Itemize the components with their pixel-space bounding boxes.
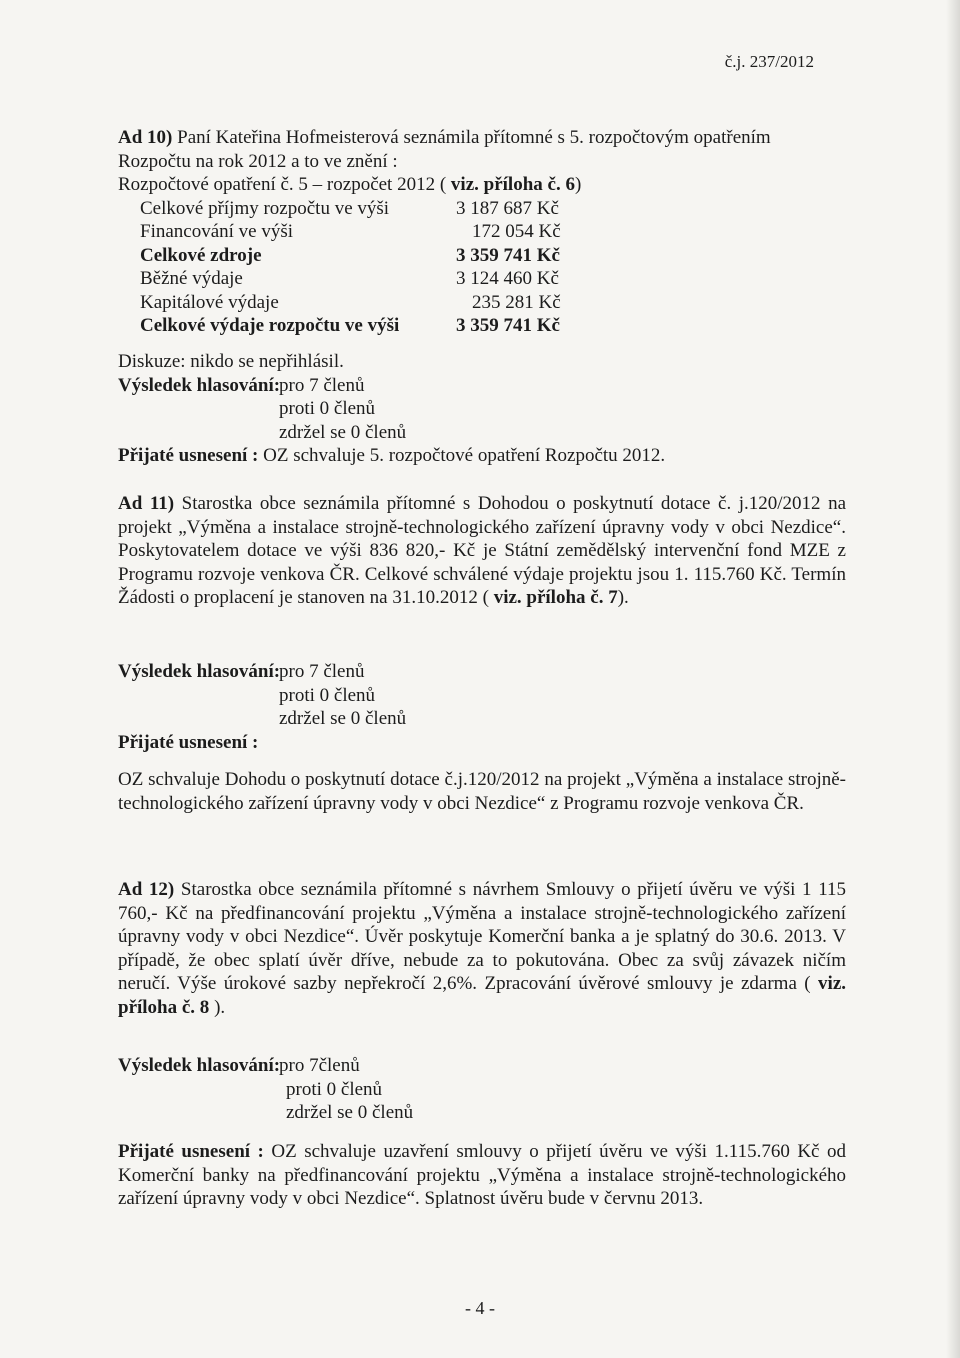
section-ad10 <box>118 126 771 338</box>
ad10-discussion: Diskuze: nikdo se nepřihlásil. <box>118 351 344 372</box>
page-number: - 4 - <box>465 1298 495 1318</box>
ad10-line3: Rozpočtové opatření č. 5 – rozpočet 2012 ( viz. příloha č. 6) <box>118 174 582 195</box>
resolution-label: Přijaté usnesení : <box>118 731 259 753</box>
budget-table <box>118 197 771 338</box>
document-page: č.j. 237/2012 Ad 10) Paní Kateřina Hofmeisterová seznámila přítomné s 5. rozpočtovým opatřením Rozpočtu na rok 2012 a to ve znění : Rozpočtové opatření č. 5 – rozpočet 2012 ( viz. příloha č. 6) Celkové příjmy rozpočtu ve výši 3 187 687 Kč Financování ve výši 172 054 Kč Celkové zdroje 3 359 741 Kč Běžné výdaje 3 124 460 Kč Kapitálové výdaje 235 281 Kč Celkové výdaje rozpočtu ve výši 3 359 741 Kč Diskuze: nikdo se nepřihlásil. Výsledek hlasování: pro 7 členů proti 0 členů zdržel se 0 členů Přijaté usnesení : OZ schvaluje 5. rozpočtové opatření Rozpočtu 2012. Ad 11) Starostka obce seznámila přítomné s Dohodou o poskytnutí dotace č. j.120/2012 na projekt „Výměna a instalace strojně-technologického zařízení úpravny vody v obci Nezdice“. Poskytovatelem dotace ve výši 836 820,- Kč je Státní zemědělský intervenční fond MZE z Programu rozvoje venkova ČR. Celkové schválené výdaje projektu jsou 1. 115.760 Kč. Termín Žádosti o proplacení je stanoven na 31.10.2012 ( viz. příloha č. 7). Výsledek hlasování: pro 7 členů proti 0 členů zdržel se 0 členů Přijaté usnesení : OZ schvaluje Dohodu o poskytnutí dotace č.j.120/2012 na projekt „Výměna a instalace strojně-technologického zařízení úpravny vody v obci Nezdice“ z Programu rozvoje venkova ČR. Ad 12) Starostka obce seznámila přítomné s návrhem Smlouvy o přijetí úvěru ve výši 1 115 760,- Kč na předfinancování projektu „Výměna a instalace strojně-technologického zařízení úpravny vody v obci Nezdice“. Úvěr poskytuje Komerční banka a je splatný do 30.6. 2013. V případě, že obec splatí úvěr dříve, nebude za to pokutována. Obec za svůj závazek ničím neručí. Výše úrokové sazby nepřekročí 2,6%. Zpracování úvěrové smlouvy je zdarma ( viz. příloha č. 8 ). Výsledek hlasování: pro 7členů proti 0 členů zdržel se 0 členů Přijaté usnesení : OZ schvaluje uzavření smlouvy o přijetí úvěru ve výši 1.115.760 Kč od Komerční banky na předfinancování projektu „Výměna a instalace strojně-technologického zařízení úpravny vody v obci Nezdice“. Splatnost úvěru bude v červnu 2013. - 4 - <box>0 0 960 1358</box>
budget-row: Celkové příjmy rozpočtu ve výši 3 187 687 Kč <box>140 197 559 219</box>
vote-label: Výsledek hlasování: <box>118 1055 281 1076</box>
budget-row: Financování ve výši 172 054 Kč <box>140 221 561 242</box>
section-ad12: Ad 12) Starostka obce seznámila přítomné s návrhem Smlouvy o přijetí úvěru ve výši 1 115 760,- Kč na předfinancování projektu „Výměna a instalace strojně-technologického zařízení úpravny vody v obci Nezdice“. Úvěr poskytuje Komerční banka a je splatný do 30.6. 2013. V případě, že obec splatí úvěr dříve, nebude za to pokutována. Obec za svůj závazek ničím neručí. Výše úrokové sazby nepřekročí 2,6%. Zpracování úvěrové smlouvy je zdarma ( viz. příloha č. 8 ). <box>118 879 847 1018</box>
budget-row: Celkové zdroje 3 359 741 Kč <box>140 244 560 266</box>
section-ad11: Ad 11) Starostka obce seznámila přítomné s Dohodou o poskytnutí dotace č. j.120/2012 na projekt „Výměna a instalace strojně-technologického zařízení úpravny vody v obci Nezdice“. Poskytovatelem dotace ve výši 836 820,- Kč je Státní zemědělský intervenční fond MZE z Programu rozvoje venkova ČR. Celkové schválené výdaje projektu jsou 1. 115.760 Kč. Termín Žádosti o proplacení je stanoven na 31.10.2012 ( viz. příloha č. 7). <box>118 493 846 608</box>
ad11-vote: Výsledek hlasování: pro 7 členů proti 0 členů zdržel se 0 členů Přijaté usnesení : <box>118 661 407 753</box>
ad10-resolution: Přijaté usnesení : OZ schvaluje 5. rozpočtové opatření Rozpočtu 2012. <box>118 445 666 466</box>
budget-row: Celkové výdaje rozpočtu ve výši 3 359 741 Kč <box>140 315 560 336</box>
ad11-resolution: OZ schvaluje Dohodu o poskytnutí dotace č.j.120/2012 na projekt „Výměna a instalace strojně-technologického zařízení úpravny vody v obci Nezdice“ z Programu rozvoje venkova ČR. <box>118 769 846 814</box>
page-edge <box>946 0 960 1358</box>
ad10-intro: Ad 10) Paní Kateřina Hofmeisterová seznámila přítomné s 5. rozpočtovým opatřením <box>118 127 771 148</box>
vote-label: Výsledek hlasování: <box>118 661 281 682</box>
ad12-resolution: Přijaté usnesení : OZ schvaluje uzavření smlouvy o přijetí úvěru ve výši 1.115.760 Kč od Komerční banky na předfinancování projektu „Výměna a instalace strojně-technologického zařízení úpravny vody v obci Nezdice“. Splatnost úvěru bude v červnu 2013. <box>118 1141 846 1209</box>
ad10-vote: Diskuze: nikdo se nepřihlásil. Výsledek hlasování: pro 7 členů proti 0 členů zdržel se 0 členů Přijaté usnesení : OZ schvaluje 5. rozpočtové opatření Rozpočtu 2012. <box>118 351 666 466</box>
ad10-line2: Rozpočtu na rok 2012 a to ve znění : <box>118 150 398 172</box>
ad10-label: Ad 10) <box>118 127 173 148</box>
document-reference: č.j. 237/2012 <box>724 52 814 71</box>
vote-label: Výsledek hlasování: <box>118 374 281 396</box>
budget-row: Kapitálové výdaje 235 281 Kč <box>140 291 561 313</box>
budget-row: Běžné výdaje 3 124 460 Kč <box>140 268 559 289</box>
